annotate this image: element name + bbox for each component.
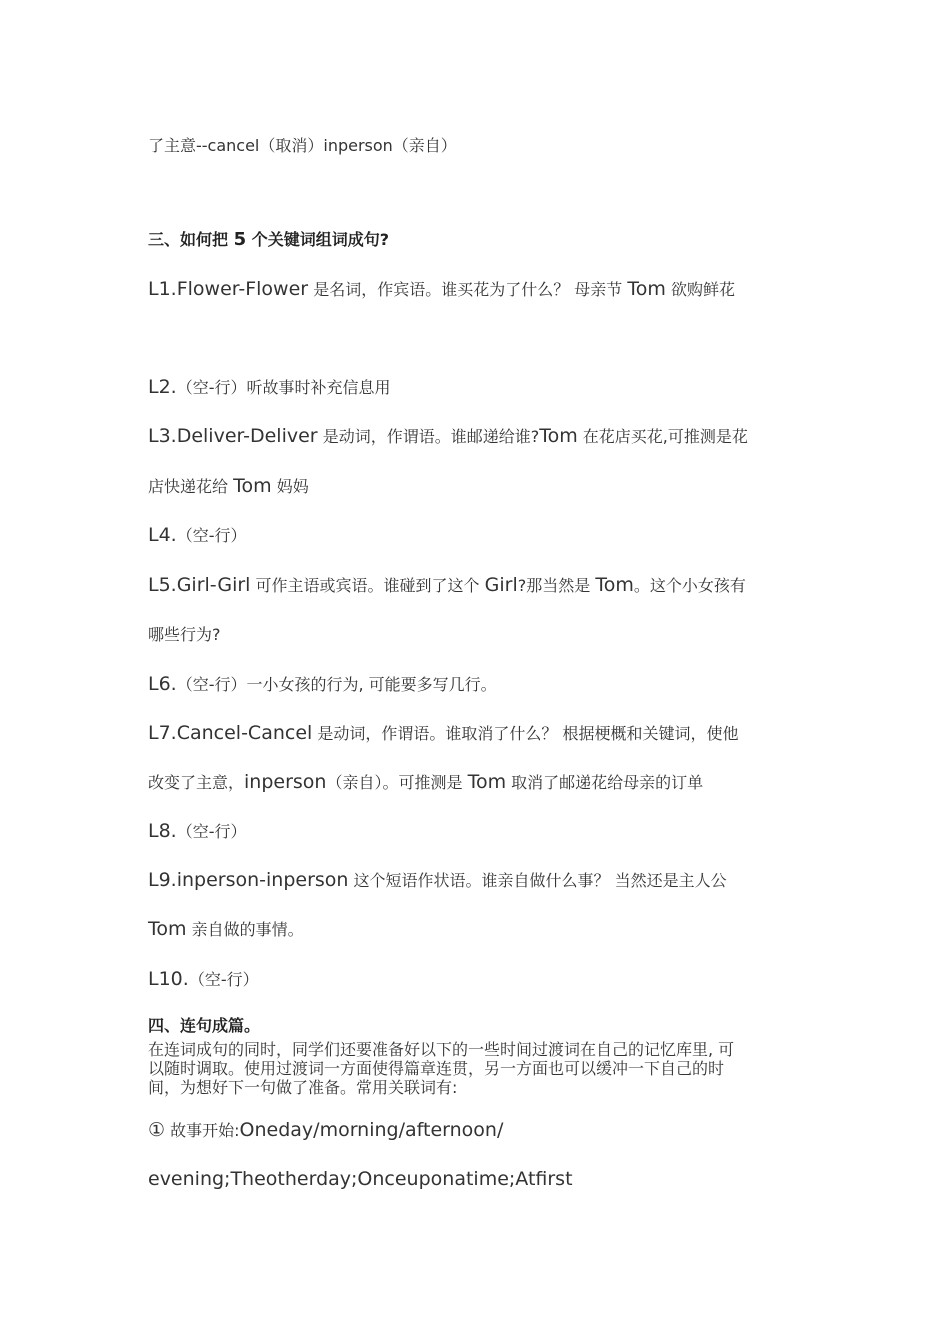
section-4-heading: 四、连句成篇。 bbox=[148, 1016, 261, 1035]
section-4-paragraph: 在连词成句的同时，同学们还要准备好以下的一些时间过渡词在自己的记忆库里, 可 以随时调取。使用过渡词一方面使得篇章连贯，另一方面也可以缓冲一下自己的时 间，为想好下一句做了准备。常用关联词有: bbox=[148, 1040, 735, 1097]
section-3-heading: 三、如何把 5 个关键词组词成句? bbox=[148, 229, 389, 250]
line-l3-continued: 店快递花给 Tom 妈妈 bbox=[148, 475, 309, 497]
line-l5-continued: 哪些行为? bbox=[148, 625, 221, 644]
line-l7-continued: 改变了主意，inperson（亲自）。可推测是 Tom 取消了邮递花给母亲的订单 bbox=[148, 771, 704, 793]
continued-line: 了主意--cancel（取消）inperson（亲自） bbox=[148, 136, 457, 155]
line-l5: L5.Girl-Girl 可作主语或宾语。谁碰到了这个 Girl?那当然是 Tom。这个小女孩有 bbox=[148, 574, 746, 596]
line-l2: L2.（空-行）听故事时补充信息用 bbox=[148, 376, 391, 398]
line-l1: L1.Flower-Flower 是名词，作宾语。谁买花为了什么？ 母亲节 Tom 欲购鲜花 bbox=[148, 278, 735, 300]
line-l3: L3.Deliver-Deliver 是动词，作谓语。谁邮递给谁?Tom 在花店买花,可推测是花 bbox=[148, 425, 748, 447]
list-item-1: ① 故事开始:Oneday/morning/afternoon/ bbox=[148, 1119, 504, 1141]
line-l6: L6.（空-行）一小女孩的行为, 可能要多写几行。 bbox=[148, 673, 497, 695]
line-l7: L7.Cancel-Cancel 是动词，作谓语。谁取消了什么？ 根据梗概和关键词，使他 bbox=[148, 722, 739, 744]
line-l8: L8.（空-行） bbox=[148, 820, 247, 842]
line-l9-continued: Tom 亲自做的事情。 bbox=[148, 918, 304, 940]
circled-number-one: ① bbox=[148, 1119, 166, 1141]
line-l4: L4.（空-行） bbox=[148, 524, 247, 546]
line-l9: L9.inperson-inperson 这个短语作状语。谁亲自做什么事？ 当然还是主人公 bbox=[148, 869, 727, 891]
list-item-1-continued: evening;Theotherday;Onceuponatime;Atfirst bbox=[148, 1168, 573, 1190]
line-l10: L10.（空-行） bbox=[148, 968, 259, 990]
